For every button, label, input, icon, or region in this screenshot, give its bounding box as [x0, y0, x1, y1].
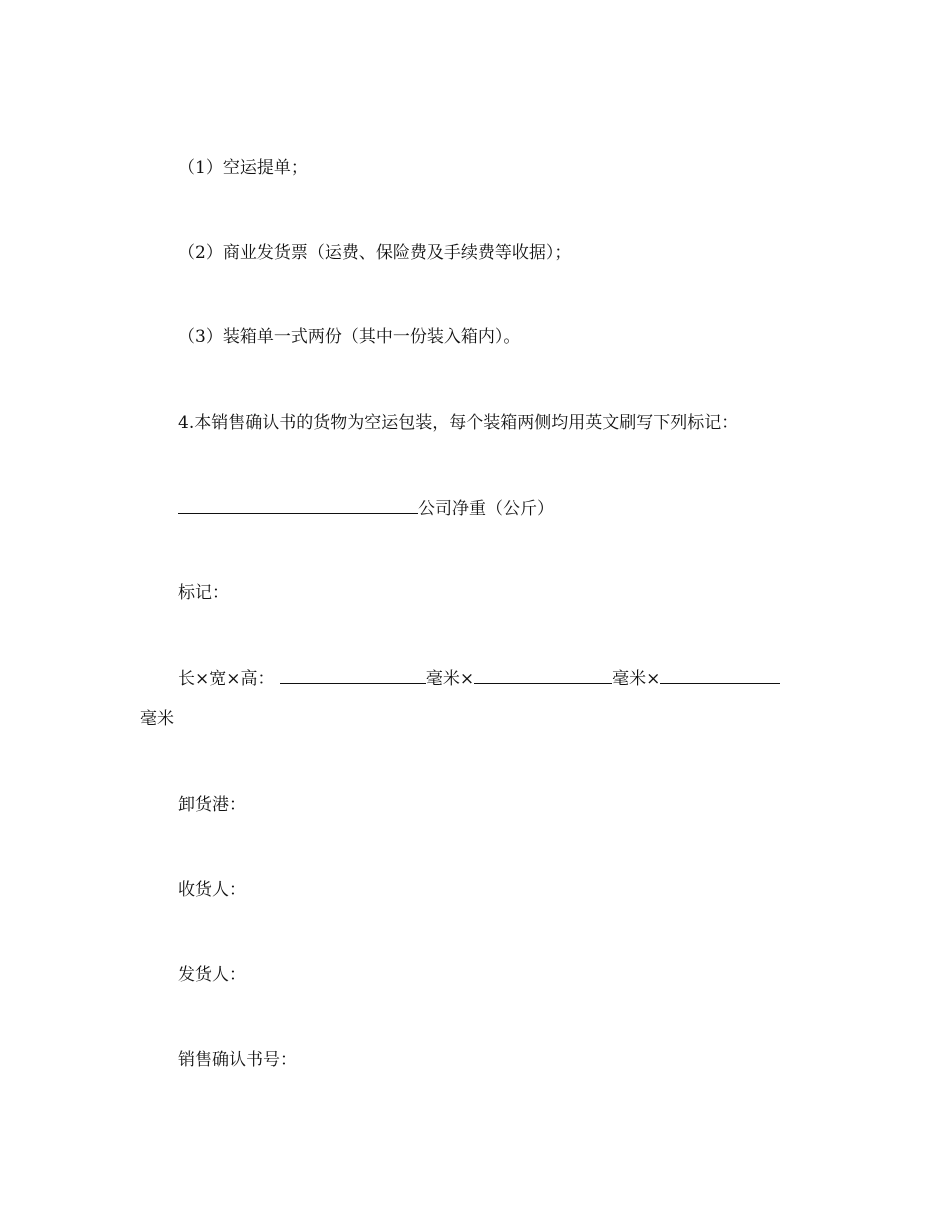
dimensions-label: 长×宽×高： — [178, 669, 275, 689]
shipper-field: 发货人： — [178, 965, 246, 985]
contract-number-field: 销售确认书号： — [178, 1050, 297, 1070]
consignee-field: 收货人： — [178, 880, 246, 900]
length-blank[interactable] — [280, 667, 426, 684]
company-blank[interactable] — [178, 497, 418, 514]
item-air-waybill: （1）空运提单； — [178, 158, 308, 178]
unit-mm-x: 毫米× — [425, 669, 475, 689]
dimensions-line — [178, 667, 780, 690]
unit-mm-end: 毫米 — [140, 709, 174, 729]
net-weight-label: 公司净重（公斤） — [418, 499, 554, 519]
width-blank[interactable] — [474, 667, 612, 684]
marks-label: 标记： — [178, 583, 229, 603]
height-blank[interactable] — [660, 667, 780, 684]
item-commercial-invoice: （2）商业发货票（运费、保险费及手续费等收据）； — [178, 243, 572, 263]
item-packing-list: （3）装箱单一式两份（其中一份装入箱内）。 — [178, 327, 521, 347]
port-of-discharge-field: 卸货港： — [178, 795, 246, 815]
clause-4-packing: 4.本销售确认书的货物为空运包装，每个装箱两侧均用英文刷写下列标记： — [178, 413, 739, 433]
net-weight-line — [178, 497, 554, 520]
unit-mm-x-2: 毫米× — [612, 669, 661, 689]
